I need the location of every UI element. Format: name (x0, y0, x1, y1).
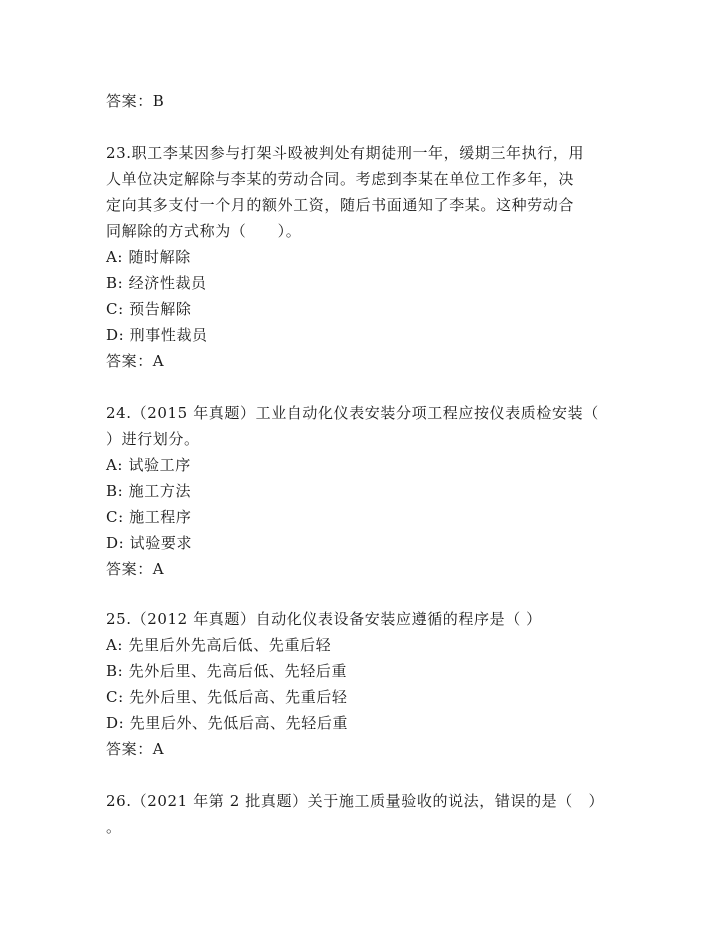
question-25-option-c: C: 先外后里、先低后高、先重后轻 (106, 688, 348, 706)
question-23-line-3: 定向其多支付一个月的额外工资，随后书面通知了李某。这种劳动合 (106, 196, 575, 214)
question-23-option-c: C: 预告解除 (106, 300, 192, 318)
question-25-line-1: 25.（2012 年真题）自动化仪表设备安装应遵循的程序是（ ） (106, 610, 542, 628)
question-25-answer: 答案：A (106, 740, 165, 758)
question-25-option-d: D: 先里后外、先低后高、先轻后重 (106, 714, 349, 732)
question-23-line-4: 同解除的方式称为（ ）。 (106, 222, 302, 240)
question-23-line-1: 23.职工李某因参与打架斗殴被判处有期徒刑一年，缓期三年执行，用 (106, 144, 585, 162)
question-25-option-a: A: 先里后外先高后低、先重后轻 (106, 636, 332, 654)
question-23-option-b: B: 经济性裁员 (106, 274, 207, 292)
question-24-option-a: A: 试验工序 (106, 456, 191, 474)
question-26-line-1: 26.（2021 年第 2 批真题）关于施工质量验收的说法，错误的是（ ） (106, 792, 605, 810)
question-24-answer: 答案：A (106, 560, 165, 578)
question-25-option-b: B: 先外后里、先高后低、先轻后重 (106, 662, 348, 680)
question-23-answer: 答案：A (106, 352, 165, 370)
previous-answer: 答案：B (106, 92, 165, 110)
question-26-line-2: 。 (106, 818, 122, 836)
question-24-line-1: 24.（2015 年真题）工业自动化仪表安装分项工程应按仪表质检安装（ (106, 404, 599, 422)
question-24-option-b: B: 施工方法 (106, 482, 192, 500)
question-23-line-2: 人单位决定解除与李某的劳动合同。考虑到李某在单位工作多年，决 (106, 170, 575, 188)
question-23-option-a: A: 随时解除 (106, 248, 191, 266)
question-24-option-c: C: 施工程序 (106, 508, 192, 526)
question-23-option-d: D: 刑事性裁员 (106, 326, 208, 344)
question-24-line-2: ）进行划分。 (106, 430, 200, 448)
question-24-option-d: D: 试验要求 (106, 534, 193, 552)
